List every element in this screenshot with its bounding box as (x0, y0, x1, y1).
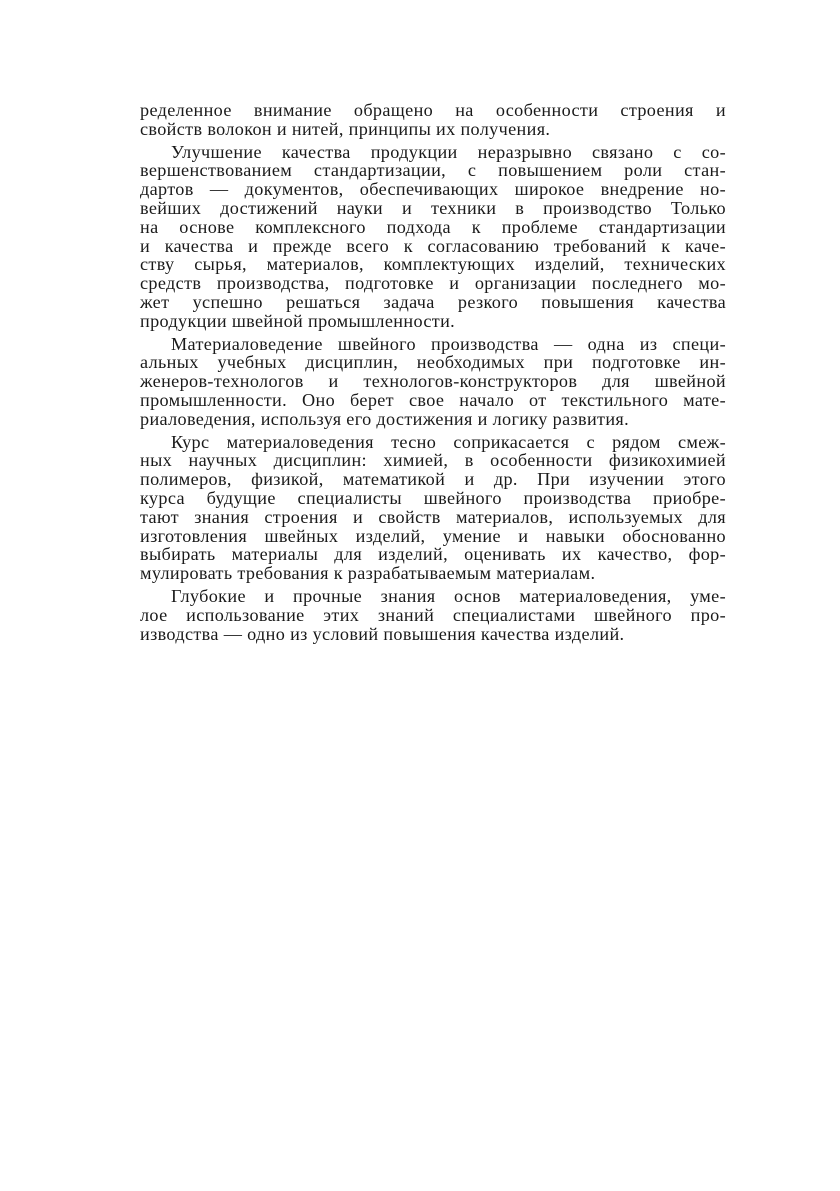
text-line: лое использование этих знаний специалистами швейного про- (140, 604, 726, 625)
text-line: свойств волокон и нитей, принципы их получения. (140, 118, 551, 139)
text-line: ределенное внимание обращено на особенности строения и (140, 100, 726, 120)
text-line: Курс материаловедения тесно соприкасается с рядом смеж- (171, 431, 726, 452)
text-line: продукции швейной промышленности. (140, 310, 456, 331)
text-line: вейших достижений науки и техники в производство Только (140, 197, 726, 218)
text-line: дартов — документов, обеспечивающих широкое внедрение но- (140, 179, 726, 200)
document-page (140, 101, 726, 643)
text-line: выбирать материалы для изделий, оценивать их качество, фор- (140, 544, 726, 565)
text-line: женеров-технологов и технологов-конструкторов для швейной (140, 371, 726, 392)
paragraph-materials-science (140, 335, 726, 429)
text-line: Улучшение качества продукции неразрывно связано с со- (171, 141, 726, 162)
text-line: ству сырья, материалов, комплектующих изделий, технических (140, 254, 726, 275)
text-line: изводства — одно из условий повышения качества изделий. (140, 623, 625, 644)
text-line: тают знания строения и свойств материалов, используемых для (140, 506, 726, 527)
text-line: вершенствованием стандартизации, с повышением роли стан- (140, 160, 726, 181)
text-line: ных научных дисциплин: химией, в особенности физикохимией (140, 450, 726, 471)
text-line: жет успешно решаться задача резкого повышения качества (140, 291, 726, 312)
text-line: изготовления швейных изделий, умение и навыки обоснованно (140, 525, 726, 546)
text-line: курса будущие специалисты швейного производства приобре- (140, 487, 726, 508)
text-line: полимеров, физикой, математикой и др. При изучении этого (140, 469, 726, 490)
text-line: промышленности. Оно берет свое начало от текстильного мате- (140, 389, 726, 410)
text-line: и качества и прежде всего к согласованию требований к каче- (140, 235, 726, 256)
paragraph-course (140, 433, 726, 583)
paragraph-quality (140, 143, 726, 331)
text-line: альных учебных дисциплин, необходимых при подготовке ин- (140, 352, 726, 373)
paragraph-knowledge (140, 587, 726, 643)
text-line: средств производства, подготовке и организации последнего мо- (140, 273, 726, 294)
text-line: Материаловедение швейного производства — одна из специ- (171, 333, 726, 354)
paragraph-continuation (140, 101, 726, 139)
text-line: на основе комплексного подхода к проблеме стандартизации (140, 216, 726, 237)
text-line: Глубокие и прочные знания основ материаловедения, уме- (171, 585, 726, 606)
text-line: мулировать требования к разрабатываемым материалам. (140, 563, 596, 584)
text-line: риаловедения, используя его достижения и логику развития. (140, 408, 630, 429)
